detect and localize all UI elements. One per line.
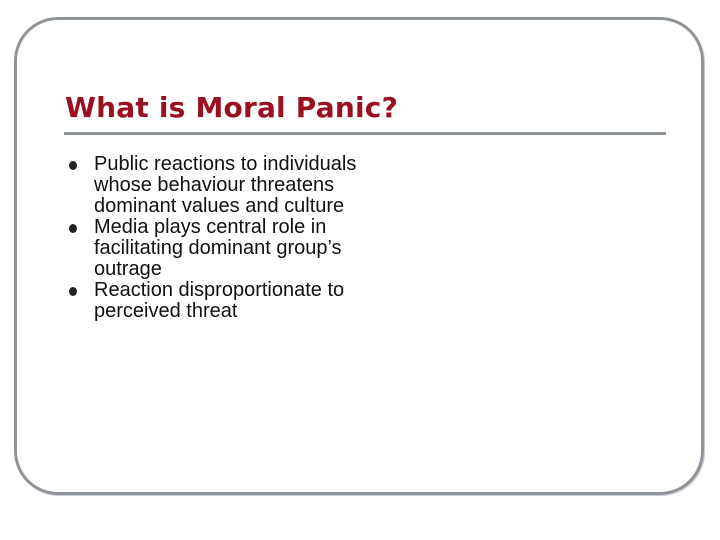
bullet-text: Media plays central role in facilitating dominant group’s outrage <box>94 216 342 280</box>
bullet-item-media-role <box>66 217 386 280</box>
slide-title: What is Moral Panic? <box>65 91 399 124</box>
title-underline-rule <box>64 132 666 135</box>
bullet-dot-icon <box>69 224 77 233</box>
bullet-text: Public reactions to individuals whose behaviour threatens dominant values and culture <box>94 153 357 217</box>
bullet-item-public-reactions <box>66 154 386 217</box>
bullet-item-disproportionate-reaction <box>66 280 386 322</box>
bullet-text: Reaction disproportionate to perceived threat <box>94 279 345 322</box>
bullet-dot-icon <box>69 161 77 170</box>
bullet-dot-icon <box>69 287 77 296</box>
bullet-list <box>66 154 386 322</box>
